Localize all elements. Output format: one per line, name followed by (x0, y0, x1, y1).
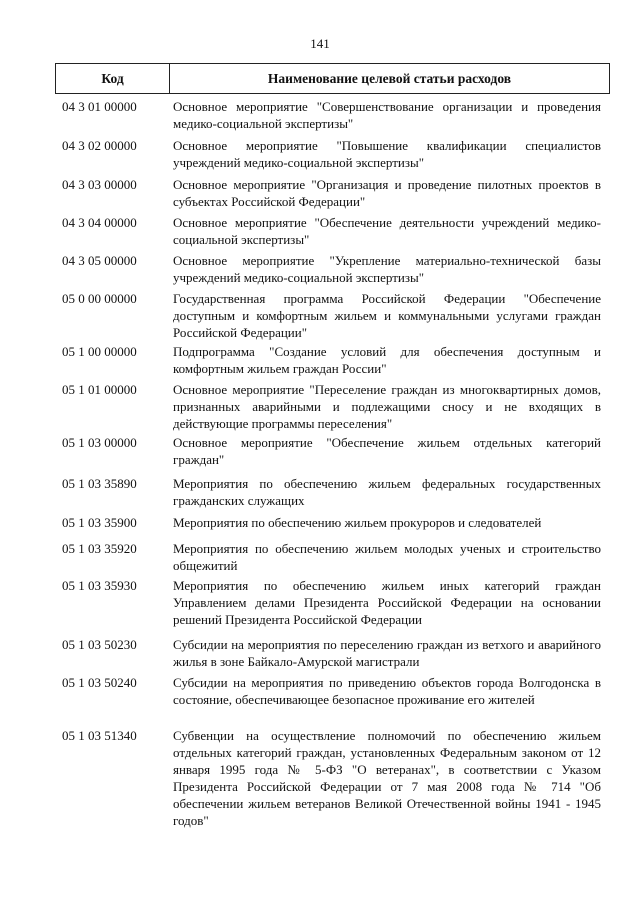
row-name: Основное мероприятие "Совершенствование организации и проведения медико-социальной экспертизы" (173, 99, 601, 131)
row-name: Мероприятия по обеспечению жильем иных категорий граждан Управлением делами Президента Российской Федерации на основании решений Президента Российской Федерации (173, 578, 601, 627)
row-code: 04 3 02 00000 (62, 138, 137, 153)
row-code: 05 1 01 00000 (62, 382, 137, 397)
row-code: 05 1 03 51340 (62, 728, 137, 743)
row-name: Основное мероприятие "Повышение квалификации специалистов учреждений медико-социальной экспертизы" (173, 138, 601, 170)
row-code: 05 1 03 35900 (62, 515, 137, 530)
page-number: 141 (310, 36, 330, 51)
row-name: Основное мероприятие "Обеспечение жильем отдельных категорий граждан" (173, 435, 601, 467)
row-name: Субсидии на мероприятия по приведению объектов города Волгодонска в состояние, обеспечивающее безопасное проживание его жителей (173, 675, 601, 707)
row-code: 05 1 03 35930 (62, 578, 137, 593)
column-header-name: Наименование целевой статьи расходов (267, 70, 512, 86)
table-header (55, 63, 610, 94)
row-code: 05 1 03 35920 (62, 541, 137, 556)
row-code: 05 1 03 50240 (62, 675, 137, 690)
row-code: 04 3 03 00000 (62, 177, 137, 192)
row-name: Основное мероприятие "Организация и проведение пилотных проектов в субъектах Российской Федерации" (173, 177, 601, 209)
row-name: Основное мероприятие "Укрепление материально-технической базы учреждений медико-социальной экспертизы" (173, 253, 601, 285)
row-code: 04 3 05 00000 (62, 253, 137, 268)
row-name: Основное мероприятие "Обеспечение деятельности учреждений медико-социальной экспертизы" (173, 215, 601, 247)
row-name: Мероприятия по обеспечению жильем молодых ученых и строительство общежитий (173, 541, 601, 573)
row-name: Субсидии на мероприятия по переселению граждан из ветхого и аварийного жилья в зоне Байкало-Амурской магистрали (173, 637, 601, 669)
row-name: Мероприятия по обеспечению жильем федеральных государственных гражданских служащих (173, 476, 601, 508)
row-name: Субвенции на осуществление полномочий по обеспечению жильем отдельных категорий граждан, установленных Федеральным законом от 12 января 1995 года № 5-ФЗ "О ветеранах", в соответствии с Указом Президента Российской Федерации от 7 мая 2008 года № 714 "Об обеспечении жильем ветеранов Великой Отечественной войны 1941 - 1945 годов" (173, 728, 601, 828)
row-code: 05 1 03 35890 (62, 476, 137, 491)
row-code: 05 1 03 00000 (62, 435, 137, 450)
row-name: Подпрограмма "Создание условий для обеспечения доступным и комфортным жильем граждан России" (173, 344, 601, 376)
row-name: Государственная программа Российской Федерации "Обеспечение доступным и комфортным жильем и коммунальными услугами граждан Российской Федерации" (173, 291, 601, 340)
row-code: 05 0 00 00000 (62, 291, 137, 306)
row-code: 04 3 01 00000 (62, 99, 137, 114)
column-header-code: Код (56, 64, 170, 93)
row-code: 05 1 00 00000 (62, 344, 137, 359)
row-name: Мероприятия по обеспечению жильем прокуроров и следователей (173, 515, 542, 530)
row-name: Основное мероприятие "Переселение граждан из многоквартирных домов, признанных аварийными и подлежащими сносу и не входящих в действующие программы переселения" (173, 382, 601, 431)
row-code: 04 3 04 00000 (62, 215, 137, 230)
row-code: 05 1 03 50230 (62, 637, 137, 652)
